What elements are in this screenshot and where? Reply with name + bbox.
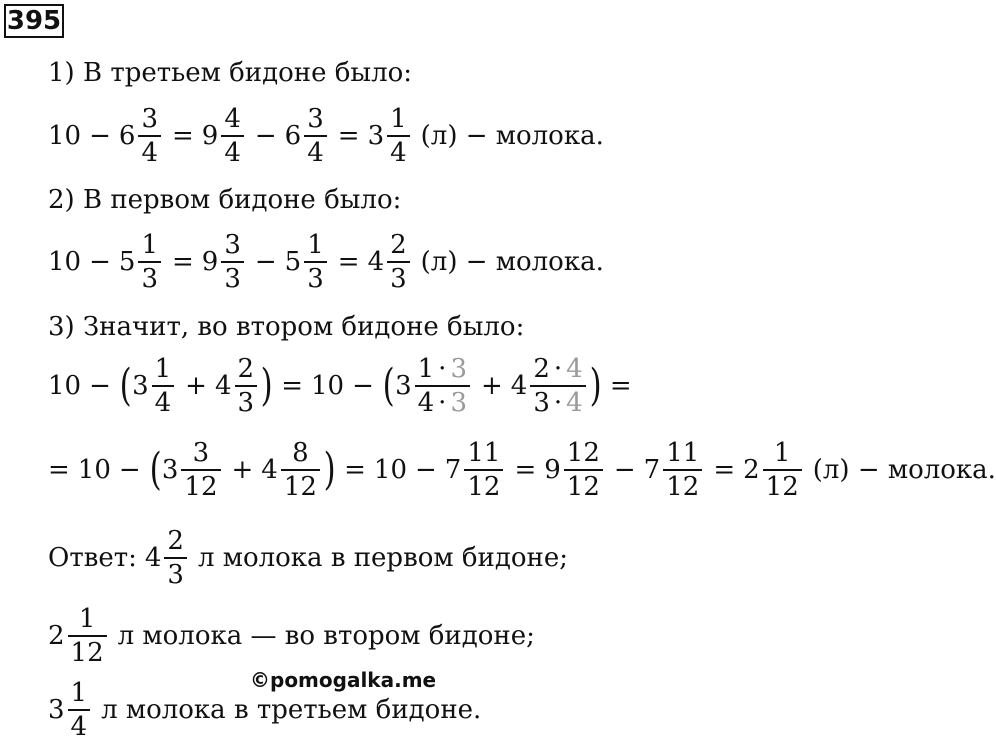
answer-label: Ответ: — [48, 543, 137, 573]
step2-text: 2) В первом бидоне было: — [48, 185, 402, 215]
whole-part: 3 — [395, 371, 412, 401]
numerator: 1 — [154, 354, 172, 384]
fraction — [387, 106, 410, 166]
whole-part: 3 — [367, 121, 385, 151]
step3-expression-line2 — [48, 440, 996, 500]
denominator: 12 — [181, 469, 220, 500]
right-paren: ) — [260, 360, 273, 411]
denominator: 3 · 4 — [530, 385, 585, 416]
fraction — [387, 232, 410, 292]
equals-sign: = — [713, 455, 736, 485]
denominator: 3 — [304, 261, 327, 292]
fraction — [415, 356, 470, 416]
numerator: 2 — [167, 526, 184, 556]
whole-part: 4 — [214, 371, 232, 401]
whole-part: 7 — [444, 455, 462, 485]
unit-text: (л) − молока. — [420, 247, 604, 277]
denominator: 4 — [304, 135, 327, 166]
minus-sign: − — [352, 371, 374, 401]
answer-text: л молока в первом бидоне; — [197, 543, 568, 573]
fraction — [138, 106, 161, 166]
answer-line-3 — [48, 680, 481, 740]
whole-part: 2 — [743, 455, 760, 485]
fraction — [235, 356, 258, 416]
right-paren: ) — [323, 444, 336, 495]
fraction — [281, 440, 320, 500]
denominator: 12 — [68, 635, 107, 666]
whole-part: 6 — [284, 121, 302, 151]
fraction — [304, 106, 327, 166]
fraction — [564, 440, 603, 500]
left-paren: ( — [119, 360, 132, 411]
denominator: 4 — [68, 709, 91, 740]
fraction — [464, 440, 503, 500]
whole-part: 3 — [48, 695, 65, 725]
whole-part: 4 — [510, 371, 528, 401]
denominator: 4 — [152, 385, 175, 416]
whole-part: 5 — [284, 247, 302, 277]
denominator: 12 — [763, 469, 802, 500]
unit-text: (л) − молока. — [812, 455, 996, 485]
minus-sign: − — [118, 455, 141, 485]
numerator: 12 — [566, 438, 600, 468]
minus-sign: − — [415, 455, 437, 485]
denominator: 12 — [281, 469, 320, 500]
numerator: 1 — [141, 230, 158, 260]
equals-sign: = — [171, 121, 194, 151]
whole-part: 9 — [201, 121, 219, 151]
denominator: 3 — [138, 261, 161, 292]
step1-expression — [48, 106, 604, 166]
whole-part: 3 — [161, 455, 179, 485]
fraction — [530, 356, 585, 416]
minus-sign: − — [89, 371, 111, 401]
step3-expression-line1 — [48, 356, 640, 416]
unit-text: (л) − молока. — [420, 121, 604, 151]
numerator: 2 · 4 — [533, 354, 583, 384]
denominator: 4 — [387, 135, 410, 166]
whole-part: 2 — [48, 621, 65, 651]
problem-number-badge: 395 — [4, 4, 64, 38]
numerator: 2 — [237, 354, 255, 384]
minus-sign: − — [254, 121, 277, 151]
numerator: 1 — [307, 230, 324, 260]
equals-sign: = — [337, 247, 360, 277]
step1-heading — [48, 58, 412, 88]
numerator: 1 — [773, 438, 791, 468]
step3-text: 3) Значит, во втором бидоне было: — [48, 312, 525, 342]
minus-sign: − — [89, 247, 111, 277]
whole-part: 4 — [144, 543, 162, 573]
term: 10 — [311, 371, 345, 401]
whole-part: 9 — [201, 247, 219, 277]
numerator: 1 — [70, 678, 88, 708]
fraction — [221, 232, 244, 292]
numerator: 11 — [666, 438, 700, 468]
denominator: 3 — [164, 557, 187, 588]
denominator: 12 — [663, 469, 702, 500]
whole-part: 5 — [118, 247, 136, 277]
answer-line-1 — [48, 528, 568, 588]
fraction — [68, 606, 107, 666]
right-paren: ) — [589, 360, 602, 411]
answer-text: л молока — во втором бидоне; — [117, 621, 535, 651]
numerator: 3 — [307, 104, 324, 134]
minus-sign: − — [89, 121, 111, 151]
plus-sign: + — [185, 371, 207, 401]
term: 10 — [373, 455, 407, 485]
equals-sign: = — [344, 455, 366, 485]
fraction — [763, 440, 802, 500]
left-paren: ( — [382, 360, 395, 411]
numerator: 4 — [224, 104, 241, 134]
watermark: ©pomogalka.me — [250, 668, 437, 692]
numerator: 3 — [224, 230, 241, 260]
whole-part: 4 — [261, 455, 278, 485]
whole-part: 9 — [544, 455, 561, 485]
fraction — [68, 680, 91, 740]
fraction — [164, 528, 187, 588]
equals-sign: = — [609, 371, 632, 401]
numerator: 8 — [292, 438, 309, 468]
step2-heading — [48, 185, 401, 215]
fraction — [138, 232, 161, 292]
denominator: 3 — [221, 261, 244, 292]
step3-heading — [48, 312, 524, 342]
denominator: 4 — [138, 135, 161, 166]
whole-part: 7 — [643, 455, 661, 485]
left-paren: ( — [149, 444, 162, 495]
equals-sign: = — [171, 247, 194, 277]
denominator: 4 · 3 — [415, 385, 470, 416]
numerator: 1 · 3 — [417, 354, 467, 384]
denominator: 4 — [221, 135, 244, 166]
term: 10 — [77, 455, 111, 485]
denominator: 12 — [564, 469, 603, 500]
denominator: 3 — [387, 261, 410, 292]
term: 10 — [48, 121, 82, 151]
step1-text: 1) В третьем бидоне было: — [48, 58, 413, 88]
answer-line-2 — [48, 606, 535, 666]
whole-part: 3 — [132, 371, 149, 401]
numerator: 2 — [390, 230, 407, 260]
whole-part: 6 — [118, 121, 136, 151]
equals-sign: = — [48, 455, 70, 485]
denominator: 3 — [235, 385, 258, 416]
numerator: 3 — [141, 104, 158, 134]
whole-part: 4 — [367, 247, 385, 277]
fraction — [181, 440, 220, 500]
fraction — [663, 440, 702, 500]
term: 10 — [48, 371, 82, 401]
step2-expression — [48, 232, 604, 292]
equals-sign: = — [514, 455, 537, 485]
minus-sign: − — [254, 247, 277, 277]
equals-sign: = — [281, 371, 304, 401]
fraction — [304, 232, 327, 292]
numerator: 11 — [467, 438, 501, 468]
term: 10 — [48, 247, 82, 277]
plus-sign: + — [231, 455, 254, 485]
numerator: 1 — [78, 604, 96, 634]
equals-sign: = — [337, 121, 360, 151]
fraction — [152, 356, 175, 416]
numerator: 1 — [390, 104, 407, 134]
plus-sign: + — [480, 371, 503, 401]
numerator: 3 — [192, 438, 210, 468]
denominator: 12 — [464, 469, 503, 500]
answer-text: л молока в третьем бидоне. — [101, 695, 482, 725]
fraction — [221, 106, 244, 166]
minus-sign: − — [613, 455, 636, 485]
